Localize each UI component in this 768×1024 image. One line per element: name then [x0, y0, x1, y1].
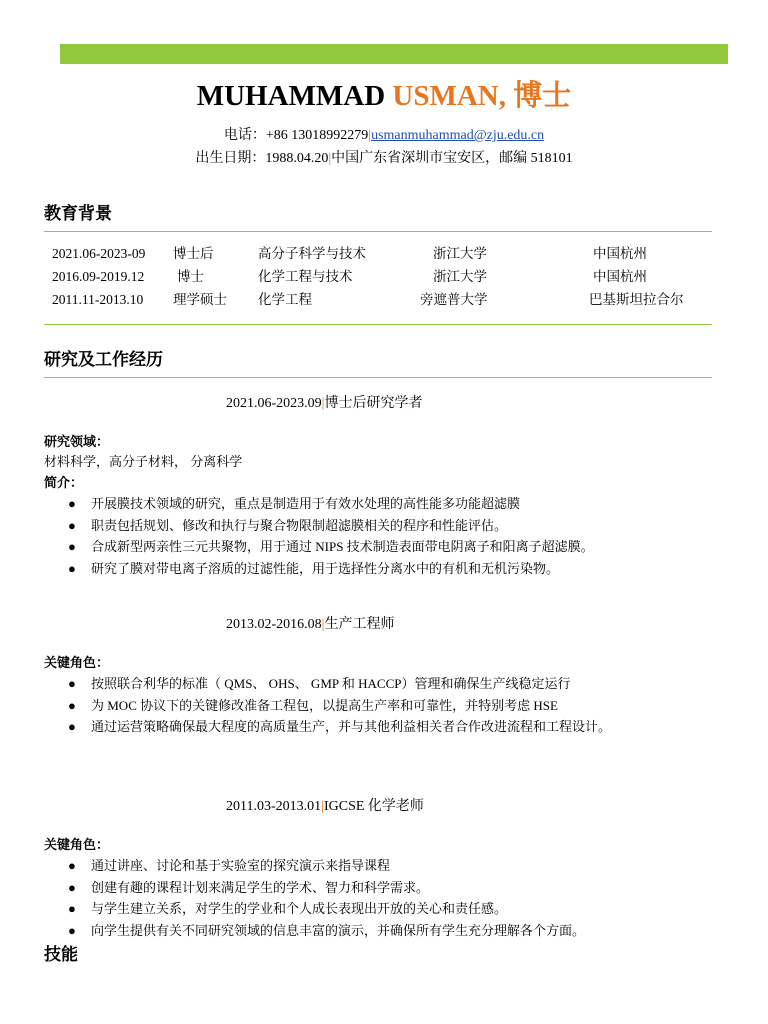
- edu-date: 2021.06-2023-09: [52, 246, 146, 261]
- resume-name: [0, 78, 768, 114]
- separator: |: [321, 799, 324, 814]
- edu-major: 化学工程: [258, 292, 312, 307]
- edu-location: 巴基斯坦拉合尔: [589, 292, 684, 307]
- bullet-icon: ●: [68, 496, 76, 511]
- job-role: 博士后研究学者: [324, 396, 423, 411]
- phone-number: +86 13018992279: [265, 128, 369, 143]
- experience-title: 研究及工作经历: [44, 350, 163, 370]
- contact-line: [0, 126, 768, 146]
- education-rule-top: [44, 231, 712, 232]
- list-item: ● 与学生建立关系，对学生的学业和个人成长表现出开放的关心和责任感。: [44, 898, 634, 920]
- education-rule-bottom: [44, 324, 712, 325]
- key-role-list: [44, 673, 634, 738]
- separator: |: [368, 128, 372, 143]
- job-role: 生产工程师: [324, 617, 395, 632]
- list-item: ● 合成新型两亲性三元共聚物，用于通过 NIPS 技术制造表面带电阴离子和阳离子超滤膜。: [44, 536, 634, 558]
- education-row: [0, 243, 768, 265]
- job-heading: [226, 394, 422, 414]
- list-item: ● 职责包括规划、修改和执行与聚合物限制超滤膜相关的程序和性能评估。: [44, 515, 634, 537]
- bullet-icon: ●: [68, 858, 76, 873]
- edu-school: 浙江大学: [433, 269, 487, 284]
- separator: |: [321, 396, 325, 411]
- bullet-icon: ●: [68, 879, 76, 895]
- bullet-icon: ●: [68, 901, 76, 916]
- skills-title: 技能: [44, 945, 78, 965]
- bullet-icon: ●: [68, 517, 76, 533]
- key-role-label: 关键角色：: [44, 837, 110, 852]
- edu-date: 2011.11-2013.10: [52, 292, 144, 307]
- edu-school: 旁遮普大学: [420, 292, 488, 307]
- key-role-list: [44, 855, 634, 941]
- bullet-icon: ●: [68, 922, 76, 938]
- education-row: [0, 266, 768, 288]
- research-fields: 材料科学，高分子材料， 分离科学: [44, 454, 243, 469]
- education-title: 教育背景: [44, 204, 112, 224]
- separator: |: [328, 151, 332, 166]
- job-date: 2011.03-2013.01: [226, 799, 322, 814]
- job-heading: [226, 615, 394, 635]
- name-second: USMAN, 博士: [392, 80, 572, 112]
- job-heading: [226, 797, 424, 817]
- list-item: ● 通过运营策略确保最大程度的高质量生产，并与其他利益相关者合作改进流程和工程设计。: [44, 716, 634, 738]
- intro-list: [44, 493, 634, 579]
- research-field-label: 研究领域：: [44, 434, 110, 449]
- email-link[interactable]: usmanmuhammad@zju.edu.cn: [371, 128, 545, 143]
- bullet-icon: ●: [68, 539, 76, 554]
- key-role-label: 关键角色：: [44, 655, 110, 670]
- separator: |: [321, 617, 325, 632]
- edu-location: 中国杭州: [593, 269, 647, 284]
- edu-degree: 理学硕士: [173, 292, 227, 307]
- bullet-icon: ●: [68, 676, 76, 691]
- edu-major: 高分子科学与技术: [258, 246, 366, 261]
- edu-location: 中国杭州: [593, 246, 647, 261]
- edu-school: 浙江大学: [433, 246, 487, 261]
- birth-date: 1988.04.20: [265, 151, 329, 166]
- intro-label: 简介：: [44, 475, 84, 490]
- job-date: 2021.06-2023.09: [226, 396, 322, 411]
- bullet-icon: ●: [68, 697, 76, 713]
- edu-degree: 博士后: [173, 246, 214, 261]
- list-item: ● 向学生提供有关不同研究领域的信息丰富的演示，并确保所有学生充分理解各个方面。: [44, 920, 634, 942]
- list-item: ● 通过讲座、讨论和基于实验室的探究演示来指导课程: [44, 855, 634, 877]
- edu-major: 化学工程与技术: [258, 269, 353, 284]
- address: 中国广东省深圳市宝安区，邮编 518101: [331, 151, 573, 166]
- experience-rule: [44, 377, 712, 378]
- birth-label: 出生日期：: [195, 151, 266, 166]
- list-item: ● 开展膜技术领域的研究，重点是制造用于有效水处理的高性能多功能超滤膜: [44, 493, 634, 515]
- bullet-icon: ●: [68, 560, 76, 576]
- job-role: IGCSE 化学老师: [323, 799, 424, 814]
- list-item: ● 创建有趣的课程计划来满足学生的学术、智力和科学需求。: [44, 877, 634, 899]
- education-row: [0, 289, 768, 311]
- list-item: ● 研究了膜对带电离子溶质的过滤性能，用于选择性分离水中的有机和无机污染物。: [44, 558, 634, 580]
- top-accent-bar: [60, 44, 728, 64]
- edu-degree: 博士: [177, 269, 204, 284]
- name-first: MUHAMMAD: [196, 80, 386, 112]
- list-item: ● 为 MOC 协议下的关键修改准备工程包，以提高生产率和可靠性，并特别考虑 HSE: [44, 695, 634, 717]
- edu-date: 2016.09-2019.12: [52, 269, 145, 284]
- bullet-icon: ●: [68, 719, 76, 734]
- job-date: 2013.02-2016.08: [226, 617, 322, 632]
- list-item: ● 按照联合利华的标准（ QMS、 OHS、 GMP 和 HACCP）管理和确保生产线稳定运行: [44, 673, 634, 695]
- phone-label: 电话：: [223, 128, 266, 143]
- birth-address-line: [0, 149, 768, 169]
